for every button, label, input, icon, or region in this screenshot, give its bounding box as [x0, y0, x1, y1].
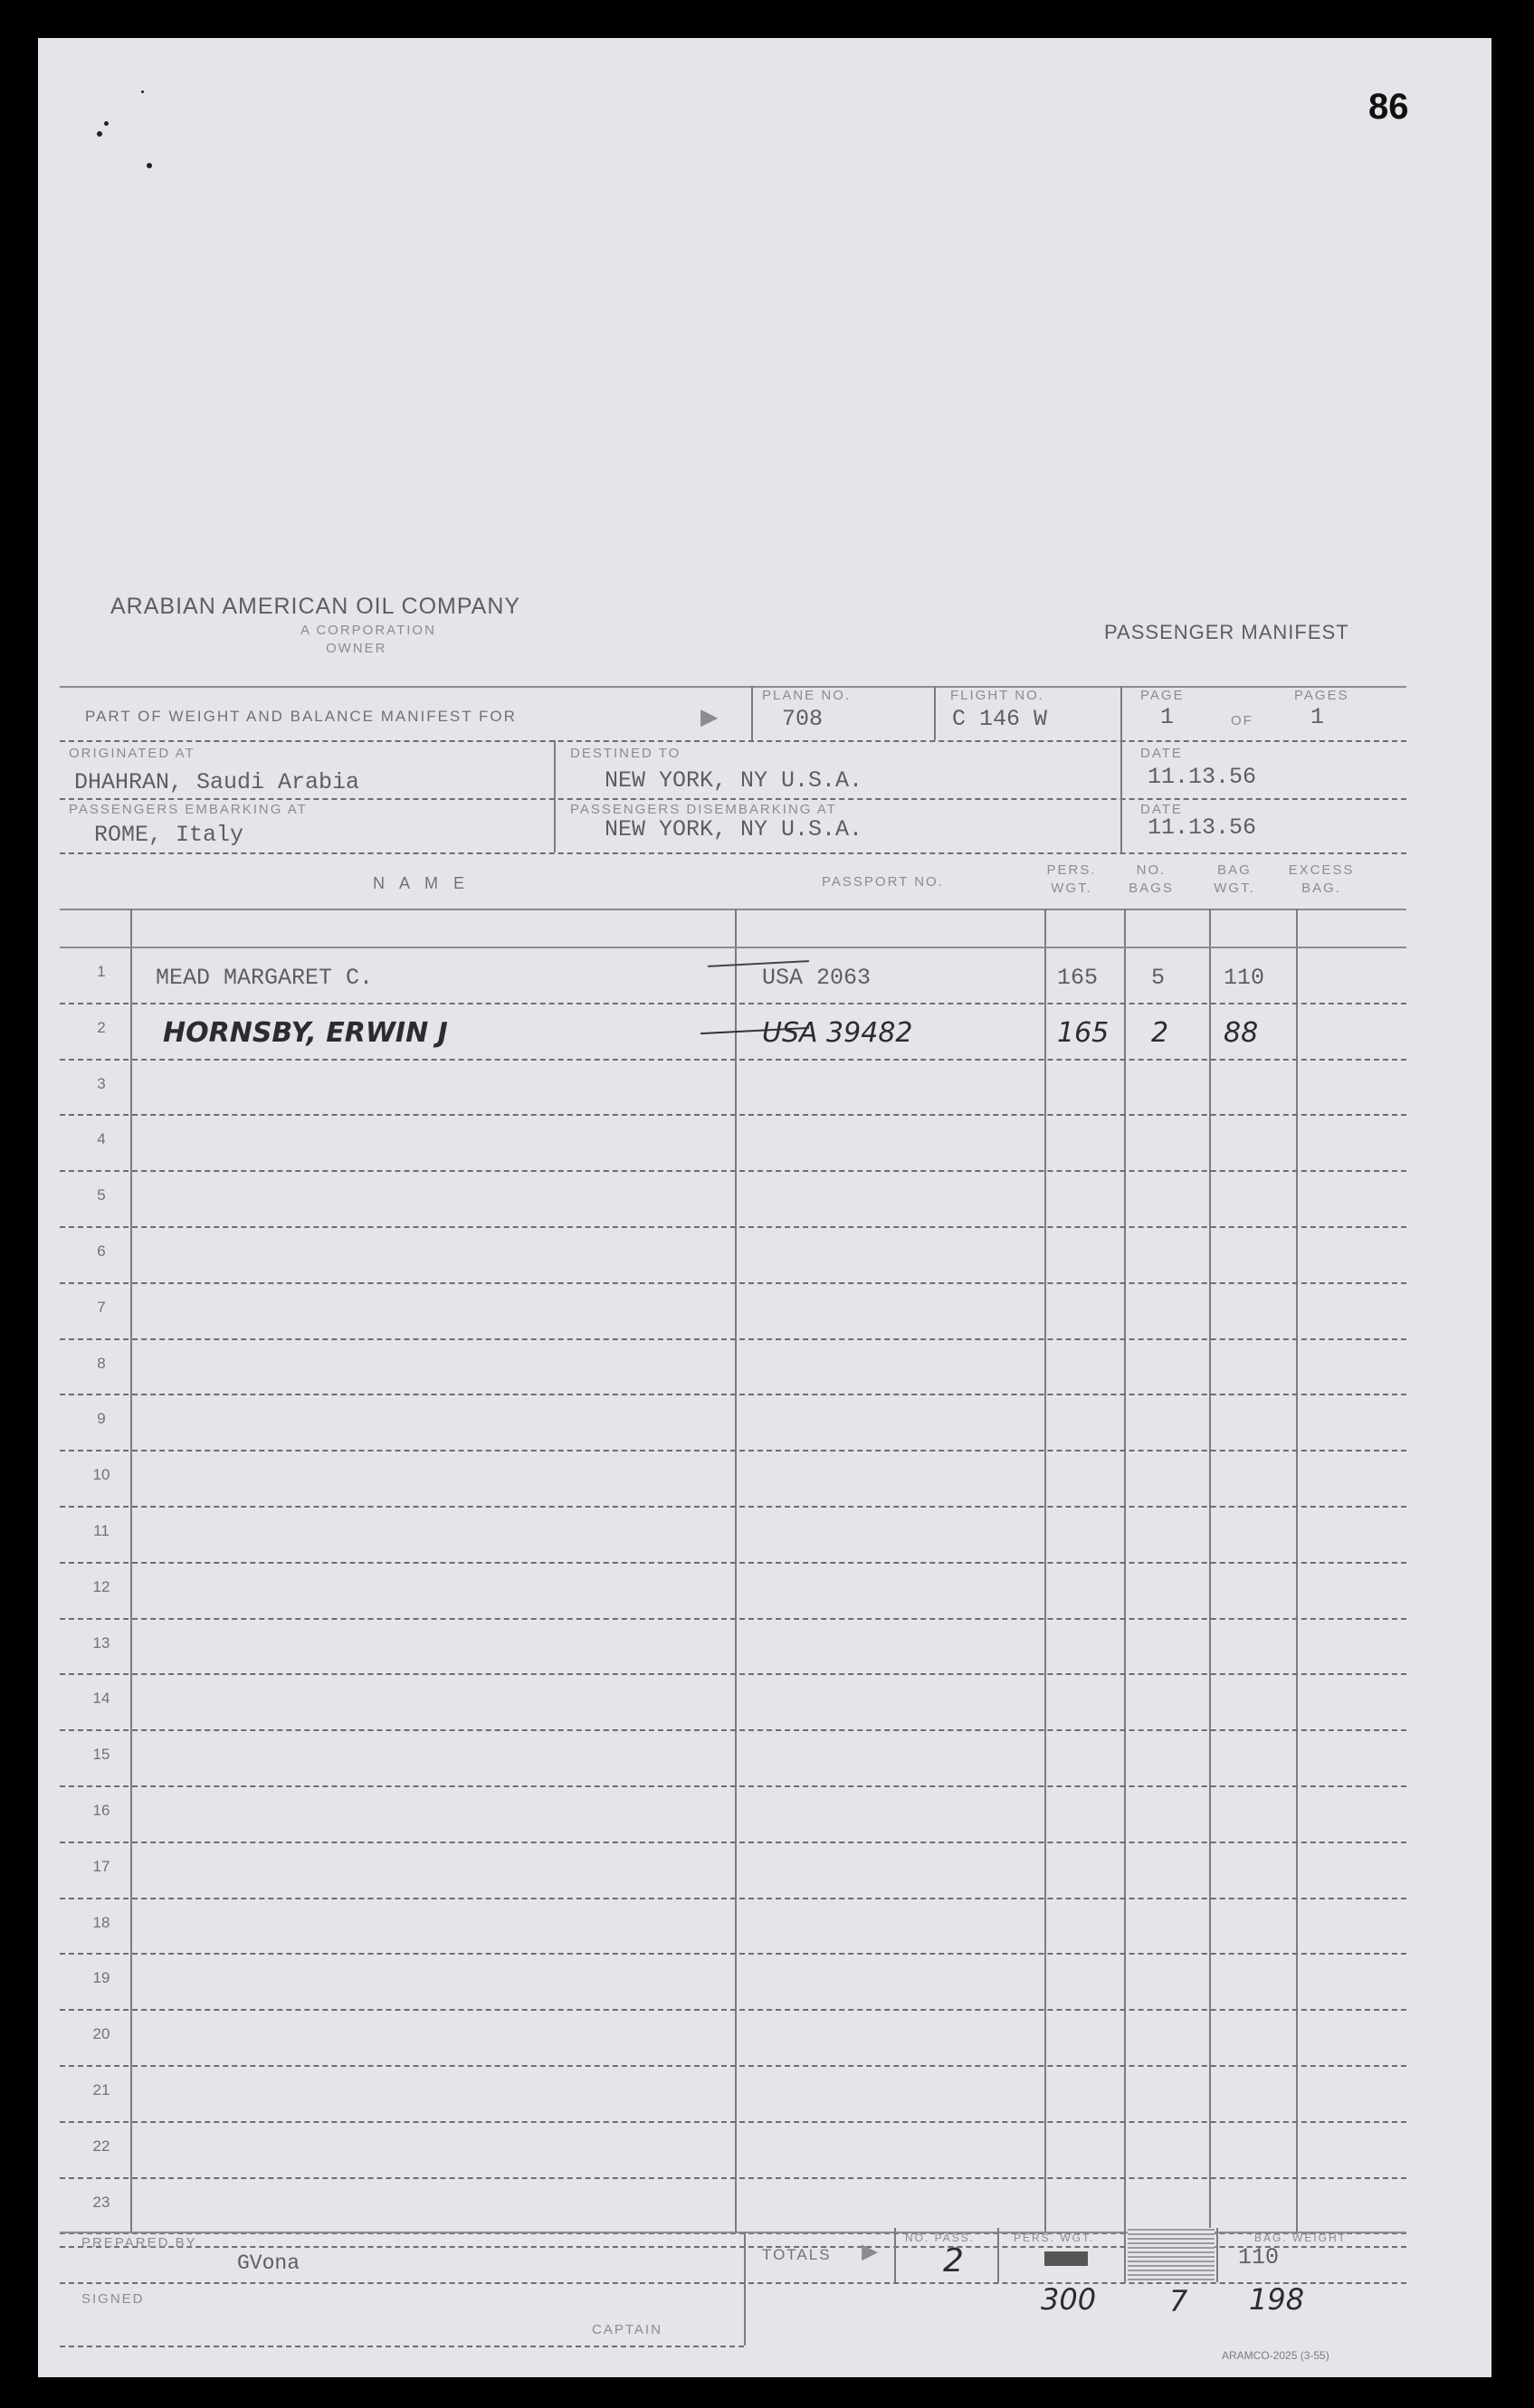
part-of-label: PART OF WEIGHT AND BALANCE MANIFEST FOR	[85, 708, 517, 725]
table-row-line	[60, 2009, 1406, 2011]
table-row-line	[60, 1394, 1406, 1395]
row-number: 12	[92, 1577, 110, 1595]
date2-value: 11.13.56	[1148, 814, 1257, 841]
of-label: OF	[1231, 713, 1253, 728]
disembarking-value: NEW YORK, NY U.S.A.	[605, 816, 863, 842]
row-number: 22	[92, 2137, 110, 2155]
hand-total-bags: 7	[1169, 2284, 1188, 2318]
totals-label: TOTALS	[762, 2246, 832, 2263]
table-row-line	[60, 1618, 1406, 1620]
signed-label: SIGNED	[81, 2291, 145, 2307]
table-row-line	[60, 1673, 1406, 1675]
row-number: 10	[92, 1466, 110, 1484]
row-number: 3	[97, 1074, 106, 1092]
row-number: 5	[97, 1186, 106, 1204]
passenger-pers-wgt: 165	[1057, 1016, 1110, 1049]
date2-label: DATE	[1140, 802, 1183, 817]
col-bag-wgt-line2: WGT.	[1214, 880, 1255, 896]
passenger-name: MEAD MARGARET C.	[156, 965, 374, 991]
footer-divider	[1216, 2228, 1218, 2282]
col-no-bags-header	[1115, 861, 1187, 898]
table-row-line	[60, 1226, 1406, 1228]
row-number: 11	[93, 1522, 110, 1539]
col-no-bags-line2: BAGS	[1129, 880, 1174, 896]
ink-speck	[147, 163, 152, 168]
table-row-line	[60, 1170, 1406, 1172]
page-number: 86	[1368, 87, 1409, 127]
no-pass-value: 2	[943, 2242, 964, 2280]
header-divider	[751, 686, 753, 740]
table-row-line	[60, 1003, 1406, 1004]
col-excess-line1: EXCESS	[1288, 862, 1355, 878]
form-title: PASSENGER MANIFEST	[1104, 621, 1349, 643]
header-divider	[554, 740, 556, 852]
table-row-line	[60, 1450, 1406, 1451]
arrow-stamp-icon: ▶	[700, 701, 719, 735]
table-row-line	[60, 2121, 1406, 2123]
footer-divider	[1124, 2228, 1126, 2282]
hand-total-pers-wgt: 300	[1041, 2282, 1097, 2317]
header-line	[60, 852, 1406, 854]
bag-weight-label: BAG. WEIGHT	[1254, 2232, 1348, 2244]
originated-value: DHAHRAN, Saudi Arabia	[74, 769, 360, 795]
col-no-bags-line1: NO.	[1136, 862, 1167, 878]
header-line	[60, 909, 1406, 910]
embarking-value: ROME, Italy	[94, 822, 244, 848]
ink-speck	[141, 90, 144, 93]
table-row-line	[60, 2177, 1406, 2179]
table-row-line	[60, 2065, 1406, 2067]
form-code: ARAMCO-2025 (3-55)	[1222, 2349, 1329, 2362]
row-number: 15	[92, 1746, 110, 1764]
row-number: 6	[97, 1242, 106, 1260]
bag-weight-typed: 110	[1238, 2244, 1280, 2270]
passenger-bag-wgt: 110	[1224, 965, 1265, 991]
row-number: 23	[92, 2193, 110, 2211]
pages-label: PAGES	[1294, 688, 1349, 703]
col-bag-wgt-line1: BAG	[1217, 862, 1252, 878]
table-row-line	[60, 1282, 1406, 1284]
table-row-line	[60, 1953, 1406, 1955]
header-line	[60, 740, 1406, 742]
passenger-no-bags: 5	[1151, 965, 1166, 991]
header-divider	[1120, 686, 1122, 852]
destined-value: NEW YORK, NY U.S.A.	[605, 767, 863, 794]
row-number: 2	[97, 1018, 106, 1036]
prepared-by-label: PREPARED BY	[81, 2235, 197, 2251]
ink-speck	[104, 121, 109, 126]
passenger-bag-wgt: 88	[1224, 1016, 1259, 1049]
row-number: 16	[92, 1802, 110, 1819]
col-bag-wgt-header	[1198, 861, 1271, 898]
prepared-by-value: GVona	[237, 2251, 300, 2275]
table-row-line	[60, 1562, 1406, 1564]
footer-line	[60, 2282, 1406, 2284]
page-label: PAGE	[1140, 688, 1185, 703]
date1-label: DATE	[1140, 746, 1183, 761]
manifest-sheet	[38, 38, 1491, 2377]
table-row-line	[60, 1338, 1406, 1340]
no-pass-label: NO. PASS.	[905, 2232, 976, 2244]
passenger-pers-wgt: 165	[1057, 965, 1099, 991]
col-pers-wgt-line2: WGT.	[1051, 880, 1092, 896]
date1-value: 11.13.56	[1148, 764, 1257, 790]
table-row-line	[60, 1506, 1406, 1508]
header-divider	[934, 686, 936, 740]
col-pers-wgt-line1: PERS.	[1046, 862, 1097, 878]
table-row-line	[60, 1059, 1406, 1061]
row-number: 8	[97, 1354, 106, 1372]
bags-hatched-box	[1128, 2228, 1215, 2280]
passenger-passport: USA 39482	[762, 1016, 913, 1049]
row-number: 19	[92, 1969, 110, 1987]
originated-label: ORIGINATED AT	[69, 746, 195, 761]
company-line3: OWNER	[326, 641, 387, 656]
table-column-line	[130, 909, 132, 2232]
footer-divider	[997, 2228, 999, 2282]
table-row-line	[60, 1114, 1406, 1116]
row-number: 9	[97, 1410, 106, 1428]
row-number: 7	[97, 1298, 106, 1316]
page-value: 1	[1160, 704, 1175, 730]
header-line	[60, 798, 1406, 800]
row-number: 13	[92, 1633, 110, 1651]
destined-label: DESTINED TO	[570, 746, 681, 761]
table-row-line	[60, 1729, 1406, 1731]
row-number: 18	[92, 1913, 110, 1931]
company-name: ARABIAN AMERICAN OIL COMPANY	[110, 594, 521, 619]
table-row-line	[60, 1898, 1406, 1899]
flight-no-value: C 146 W	[952, 706, 1048, 732]
disembarking-label: PASSENGERS DISEMBARKING AT	[570, 802, 837, 817]
flight-no-label: FLIGHT NO.	[950, 688, 1044, 703]
footer-divider	[744, 2232, 746, 2346]
col-passport-header: PASSPORT NO.	[822, 874, 944, 890]
table-column-line	[1044, 909, 1046, 2232]
plane-no-value: 708	[782, 706, 824, 732]
pers-wgt-label: PERS. WGT.	[1014, 2232, 1095, 2244]
row-number: 21	[92, 2081, 110, 2099]
footer-divider	[894, 2228, 896, 2282]
hand-total-bag-wgt: 198	[1249, 2282, 1305, 2317]
row-number: 14	[92, 1689, 110, 1708]
passenger-passport: USA 2063	[762, 965, 872, 991]
row-number: 17	[92, 1857, 110, 1875]
captain-line	[60, 2346, 744, 2347]
captain-label: CAPTAIN	[592, 2322, 662, 2337]
table-column-line	[1124, 909, 1126, 2232]
ink-speck	[97, 131, 102, 137]
table-header-line	[60, 947, 1406, 948]
company-line2: A CORPORATION	[300, 623, 436, 638]
passenger-name: HORNSBY, ERWIN J	[163, 1016, 448, 1049]
table-column-line	[1296, 909, 1298, 2232]
row-number: 1	[97, 963, 106, 980]
table-column-line	[735, 909, 737, 2232]
col-pers-wgt-header	[1035, 861, 1108, 898]
table-row-line	[60, 1842, 1406, 1843]
pers-wgt-scribble	[1044, 2251, 1088, 2266]
table-column-line	[1209, 909, 1211, 2232]
table-row-line	[60, 1785, 1406, 1787]
row-number: 20	[92, 2025, 110, 2043]
col-name-header: N A M E	[373, 874, 471, 892]
plane-no-label: PLANE NO.	[762, 688, 852, 703]
row-number: 4	[97, 1130, 106, 1148]
col-excess-header	[1276, 861, 1367, 898]
passenger-no-bags: 2	[1151, 1016, 1169, 1049]
header-top-line	[60, 686, 1406, 688]
embarking-label: PASSENGERS EMBARKING AT	[69, 802, 308, 817]
col-excess-line2: BAG.	[1301, 880, 1341, 896]
pages-value: 1	[1310, 704, 1325, 730]
totals-arrow-icon: ▶	[862, 2238, 879, 2269]
